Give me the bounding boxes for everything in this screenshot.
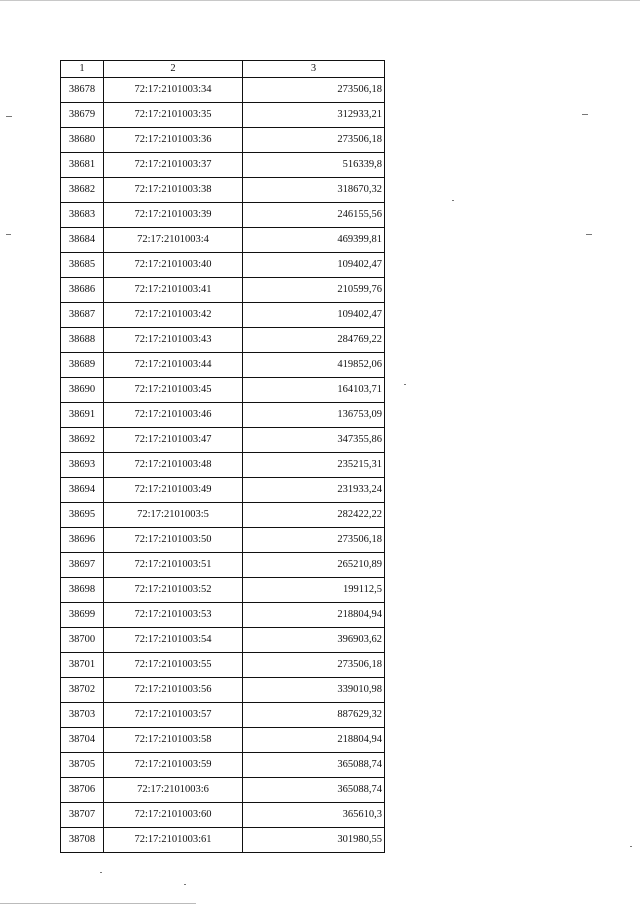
row-number-cell: 38691 xyxy=(61,403,104,428)
cadastral-value-cell: 199112,5 xyxy=(243,578,385,603)
cadastral-number-cell: 72:17:2101003:53 xyxy=(104,603,243,628)
table-row xyxy=(61,128,385,153)
row-number-cell: 38693 xyxy=(61,453,104,478)
cadastral-value-cell: 273506,18 xyxy=(243,78,385,103)
cadastral-value-cell: 164103,71 xyxy=(243,378,385,403)
cadastral-number-cell: 72:17:2101003:42 xyxy=(104,303,243,328)
cadastral-number-cell: 72:17:2101003:45 xyxy=(104,378,243,403)
row-number-cell: 38682 xyxy=(61,178,104,203)
table-row xyxy=(61,253,385,278)
table-row xyxy=(61,778,385,803)
row-number-cell: 38694 xyxy=(61,478,104,503)
table-row xyxy=(61,228,385,253)
table-row xyxy=(61,478,385,503)
cadastral-number-cell: 72:17:2101003:38 xyxy=(104,178,243,203)
table-row xyxy=(61,178,385,203)
scan-speck xyxy=(586,234,592,235)
table-row xyxy=(61,753,385,778)
cadastral-number-cell: 72:17:2101003:6 xyxy=(104,778,243,803)
row-number-cell: 38702 xyxy=(61,678,104,703)
cadastral-number-cell: 72:17:2101003:52 xyxy=(104,578,243,603)
table-row xyxy=(61,653,385,678)
cadastral-value-cell: 273506,18 xyxy=(243,528,385,553)
cadastral-number-cell: 72:17:2101003:50 xyxy=(104,528,243,553)
cadastral-value-cell: 231933,24 xyxy=(243,478,385,503)
row-number-cell: 38683 xyxy=(61,203,104,228)
cadastral-value-cell: 210599,76 xyxy=(243,278,385,303)
cadastral-value-cell: 218804,94 xyxy=(243,728,385,753)
cadastral-value-cell: 365610,3 xyxy=(243,803,385,828)
scan-speck xyxy=(6,116,12,117)
scan-speck xyxy=(184,884,186,885)
cadastral-value-cell: 282422,22 xyxy=(243,503,385,528)
table-row xyxy=(61,678,385,703)
row-number-cell: 38705 xyxy=(61,753,104,778)
table-row xyxy=(61,278,385,303)
cadastral-value-cell: 273506,18 xyxy=(243,653,385,678)
row-number-cell: 38679 xyxy=(61,103,104,128)
cadastral-number-cell: 72:17:2101003:49 xyxy=(104,478,243,503)
row-number-cell: 38689 xyxy=(61,353,104,378)
table-row xyxy=(61,428,385,453)
cadastral-number-cell: 72:17:2101003:4 xyxy=(104,228,243,253)
cadastral-value-cell: 312933,21 xyxy=(243,103,385,128)
table-row xyxy=(61,453,385,478)
row-number-cell: 38695 xyxy=(61,503,104,528)
cadastral-value-cell: 887629,32 xyxy=(243,703,385,728)
cadastral-number-cell: 72:17:2101003:48 xyxy=(104,453,243,478)
cadastral-value-cell: 347355,86 xyxy=(243,428,385,453)
table-row xyxy=(61,628,385,653)
cadastral-number-cell: 72:17:2101003:37 xyxy=(104,153,243,178)
table-row xyxy=(61,303,385,328)
column-header-1: 1 xyxy=(61,61,104,78)
row-number-cell: 38701 xyxy=(61,653,104,678)
row-number-cell: 38697 xyxy=(61,553,104,578)
scan-speck xyxy=(630,846,632,847)
cadastral-number-cell: 72:17:2101003:58 xyxy=(104,728,243,753)
cadastral-value-cell: 235215,31 xyxy=(243,453,385,478)
table-row xyxy=(61,378,385,403)
cadastral-number-cell: 72:17:2101003:43 xyxy=(104,328,243,353)
cadastral-number-cell: 72:17:2101003:34 xyxy=(104,78,243,103)
cadastral-value-cell: 109402,47 xyxy=(243,253,385,278)
cadastral-value-cell: 516339,8 xyxy=(243,153,385,178)
table-row xyxy=(61,603,385,628)
table-row xyxy=(61,353,385,378)
row-number-cell: 38700 xyxy=(61,628,104,653)
cadastral-number-cell: 72:17:2101003:51 xyxy=(104,553,243,578)
header-row xyxy=(61,61,385,78)
cadastral-value-table xyxy=(60,60,385,853)
cadastral-number-cell: 72:17:2101003:5 xyxy=(104,503,243,528)
row-number-cell: 38686 xyxy=(61,278,104,303)
page-bottom-edge xyxy=(0,903,196,904)
cadastral-number-cell: 72:17:2101003:55 xyxy=(104,653,243,678)
cadastral-number-cell: 72:17:2101003:39 xyxy=(104,203,243,228)
row-number-cell: 38690 xyxy=(61,378,104,403)
row-number-cell: 38692 xyxy=(61,428,104,453)
cadastral-value-cell: 273506,18 xyxy=(243,128,385,153)
cadastral-value-cell: 365088,74 xyxy=(243,778,385,803)
row-number-cell: 38684 xyxy=(61,228,104,253)
column-header-3: 3 xyxy=(243,61,385,78)
column-header-2: 2 xyxy=(104,61,243,78)
table-row xyxy=(61,553,385,578)
scan-speck xyxy=(404,384,406,385)
table-row xyxy=(61,403,385,428)
table-row xyxy=(61,503,385,528)
table-row xyxy=(61,78,385,103)
table-header xyxy=(61,61,385,78)
table-row xyxy=(61,328,385,353)
cadastral-value-cell: 284769,22 xyxy=(243,328,385,353)
row-number-cell: 38680 xyxy=(61,128,104,153)
cadastral-number-cell: 72:17:2101003:56 xyxy=(104,678,243,703)
table-row xyxy=(61,728,385,753)
row-number-cell: 38698 xyxy=(61,578,104,603)
cadastral-number-cell: 72:17:2101003:36 xyxy=(104,128,243,153)
row-number-cell: 38687 xyxy=(61,303,104,328)
scan-speck xyxy=(582,114,588,115)
cadastral-number-cell: 72:17:2101003:54 xyxy=(104,628,243,653)
cadastral-value-cell: 396903,62 xyxy=(243,628,385,653)
cadastral-number-cell: 72:17:2101003:59 xyxy=(104,753,243,778)
cadastral-value-cell: 218804,94 xyxy=(243,603,385,628)
cadastral-number-cell: 72:17:2101003:35 xyxy=(104,103,243,128)
row-number-cell: 38704 xyxy=(61,728,104,753)
table-row xyxy=(61,103,385,128)
cadastral-value-cell: 469399,81 xyxy=(243,228,385,253)
table-row xyxy=(61,203,385,228)
row-number-cell: 38685 xyxy=(61,253,104,278)
cadastral-value-cell: 246155,56 xyxy=(243,203,385,228)
row-number-cell: 38706 xyxy=(61,778,104,803)
cadastral-number-cell: 72:17:2101003:41 xyxy=(104,278,243,303)
table-body xyxy=(61,78,385,853)
cadastral-value-cell: 136753,09 xyxy=(243,403,385,428)
cadastral-number-cell: 72:17:2101003:60 xyxy=(104,803,243,828)
scan-speck xyxy=(452,200,454,201)
cadastral-value-cell: 301980,55 xyxy=(243,828,385,853)
row-number-cell: 38699 xyxy=(61,603,104,628)
cadastral-number-cell: 72:17:2101003:61 xyxy=(104,828,243,853)
cadastral-number-cell: 72:17:2101003:47 xyxy=(104,428,243,453)
table-row xyxy=(61,153,385,178)
cadastral-value-cell: 265210,89 xyxy=(243,553,385,578)
table-row xyxy=(61,703,385,728)
row-number-cell: 38707 xyxy=(61,803,104,828)
cadastral-number-cell: 72:17:2101003:40 xyxy=(104,253,243,278)
cadastral-number-cell: 72:17:2101003:46 xyxy=(104,403,243,428)
row-number-cell: 38688 xyxy=(61,328,104,353)
cadastral-value-cell: 339010,98 xyxy=(243,678,385,703)
row-number-cell: 38703 xyxy=(61,703,104,728)
table-row xyxy=(61,828,385,853)
row-number-cell: 38708 xyxy=(61,828,104,853)
table-row xyxy=(61,803,385,828)
row-number-cell: 38696 xyxy=(61,528,104,553)
scan-speck xyxy=(6,234,11,235)
scan-speck xyxy=(100,872,102,873)
page-top-edge xyxy=(0,0,640,1)
cadastral-value-cell: 419852,06 xyxy=(243,353,385,378)
row-number-cell: 38678 xyxy=(61,78,104,103)
cadastral-value-cell: 318670,32 xyxy=(243,178,385,203)
table-row xyxy=(61,578,385,603)
cadastral-value-cell: 365088,74 xyxy=(243,753,385,778)
table-row xyxy=(61,528,385,553)
cadastral-value-cell: 109402,47 xyxy=(243,303,385,328)
cadastral-number-cell: 72:17:2101003:57 xyxy=(104,703,243,728)
row-number-cell: 38681 xyxy=(61,153,104,178)
cadastral-number-cell: 72:17:2101003:44 xyxy=(104,353,243,378)
